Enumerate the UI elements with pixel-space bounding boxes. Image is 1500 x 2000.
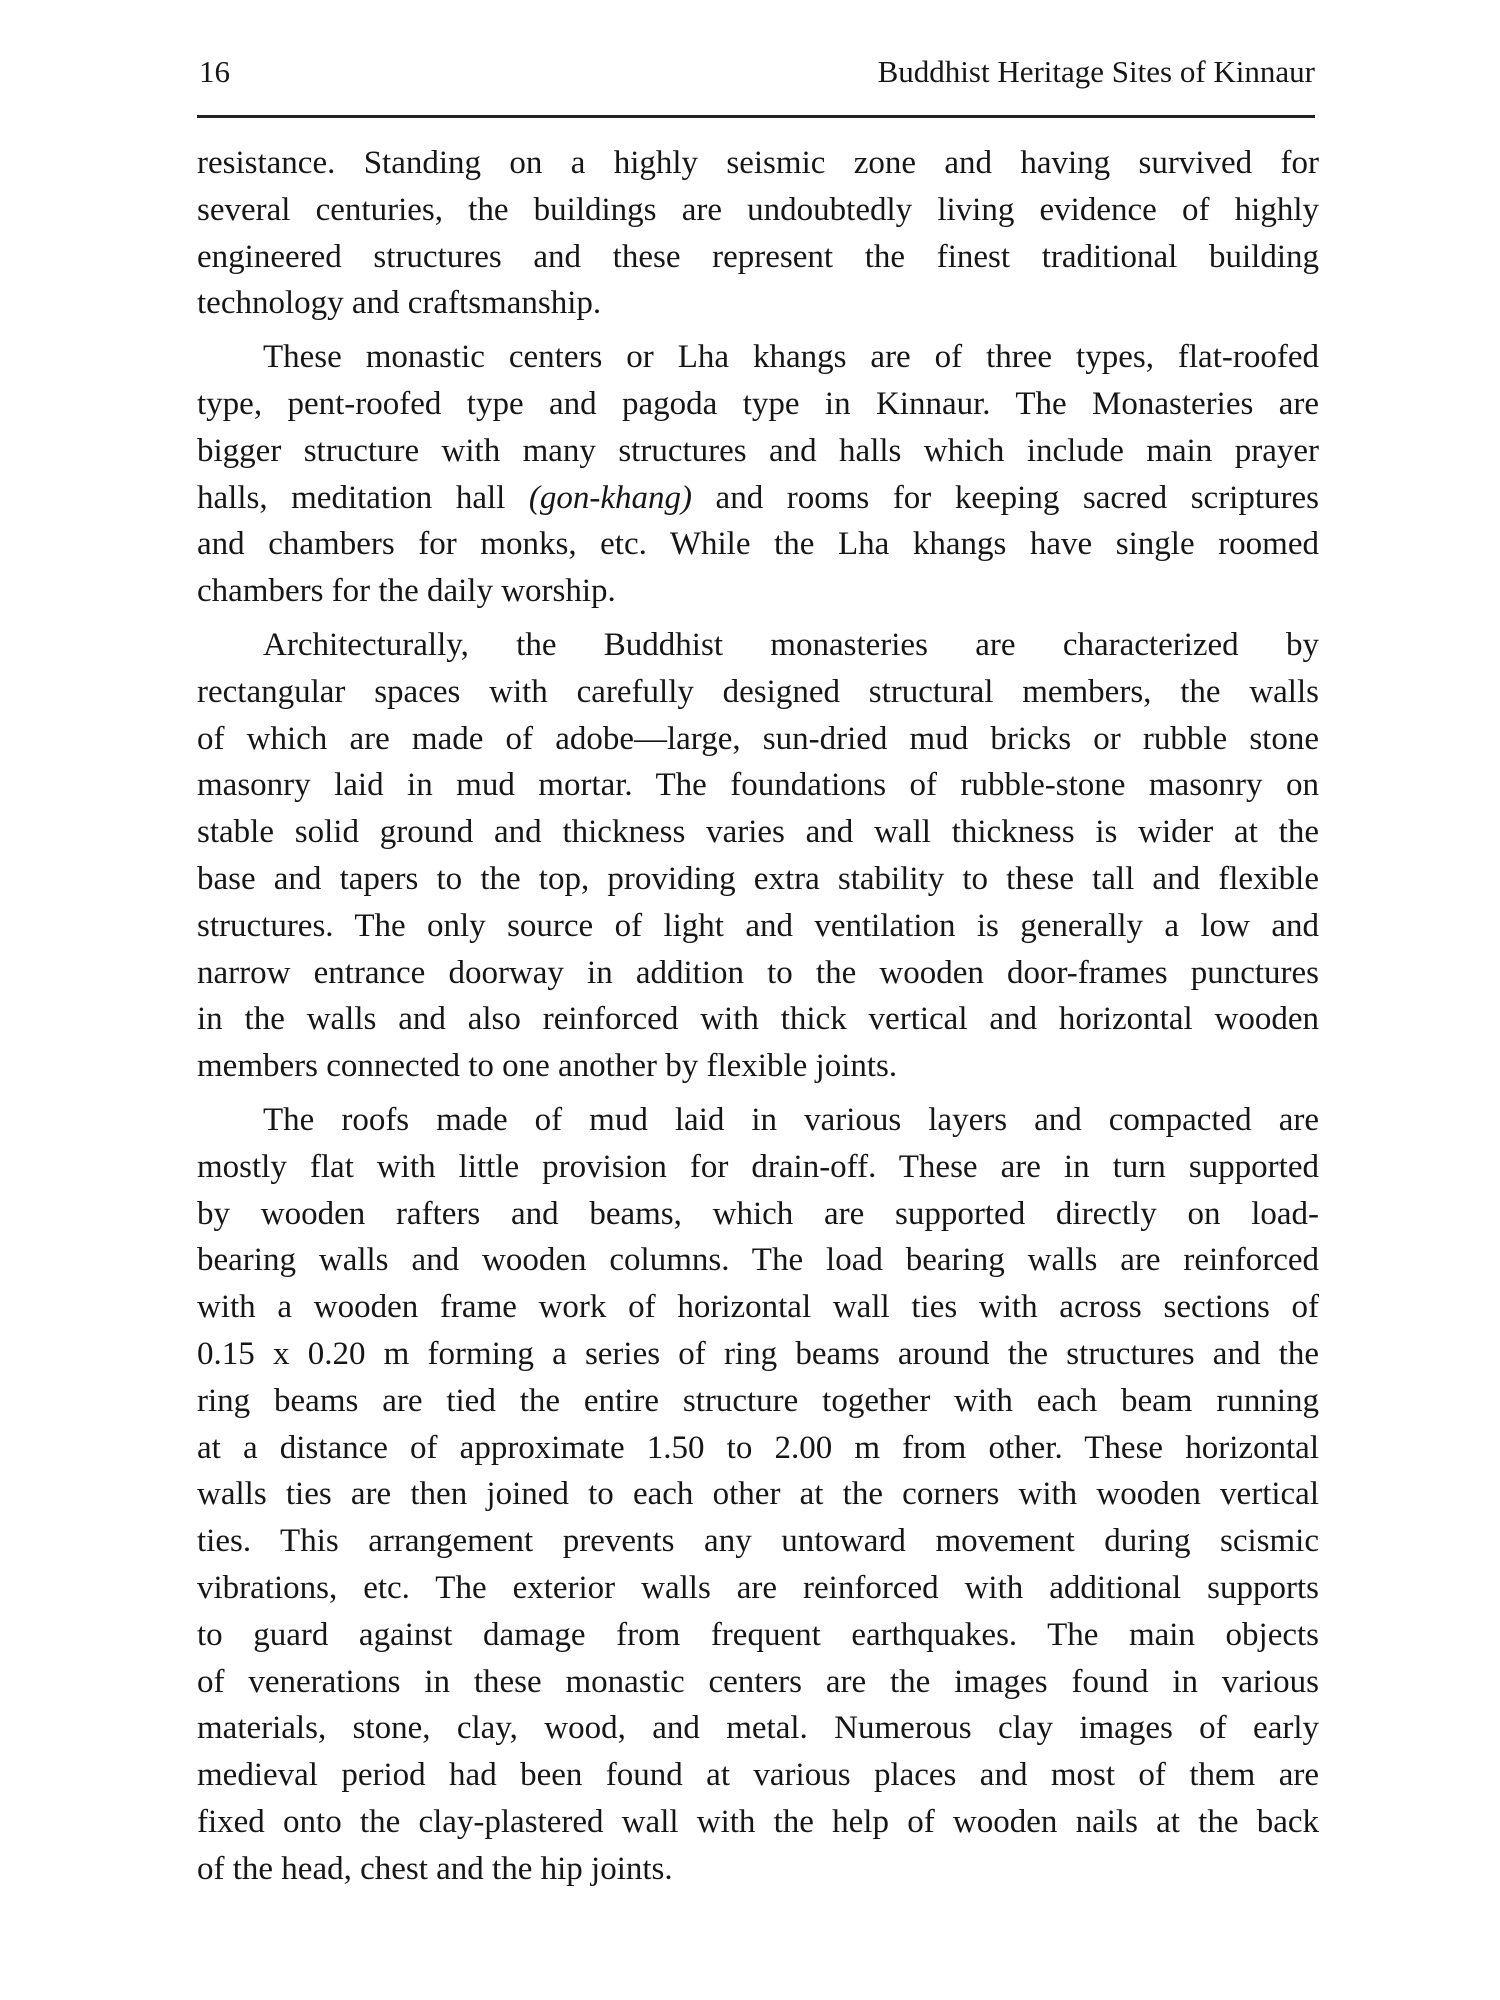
text-line: structures. The only source of light and ventilation is generally a low and — [197, 907, 1319, 944]
text-line: by wooden rafters and beams, which are supported directly on load- — [197, 1195, 1319, 1232]
header-rule-divider — [197, 115, 1315, 118]
paragraph-4 — [197, 1097, 1319, 1893]
text-fragment: and rooms for keeping sacred scriptures — [692, 479, 1319, 516]
text-line: resistance. Standing on a highly seismic zone and having survived for — [197, 145, 1319, 181]
running-head — [197, 52, 1315, 92]
text-fragment: halls, meditation hall — [197, 479, 529, 516]
text-line: in the walls and also reinforced with thick vertical and horizontal wooden — [197, 1001, 1319, 1038]
paragraph-3 — [197, 622, 1319, 1090]
text-line: members connected to one another by flexible joints. — [197, 1048, 898, 1085]
text-line: medieval period had been found at various places and most of them are — [197, 1757, 1319, 1794]
text-line: materials, stone, clay, wood, and metal. Numerous clay images of early — [197, 1710, 1319, 1747]
italic-term-gon-khang: (gon-khang) — [528, 479, 692, 516]
running-title: Buddhist Heritage Sites of Kinnaur — [877, 54, 1315, 89]
text-line: several centuries, the buildings are undoubtedly living evidence of highly — [197, 191, 1319, 228]
text-line: of venerations in these monastic centers are the images found in various — [197, 1663, 1319, 1700]
text-line-with-italic-term — [197, 475, 1319, 522]
page-number: 16 — [199, 54, 230, 89]
text-line: of the head, chest and the hip joints. — [197, 1850, 673, 1887]
text-line: bearing walls and wooden columns. The load bearing walls are reinforced — [197, 1242, 1319, 1279]
text-line: base and tapers to the top, providing extra stability to these tall and flexible — [197, 860, 1319, 897]
text-line: technology and craftsmanship. — [197, 285, 602, 322]
text-line: of which are made of adobe—large, sun-dried mud bricks or rubble stone — [197, 720, 1319, 757]
paragraph-1 — [197, 140, 1319, 327]
body-text — [197, 140, 1319, 1899]
paragraph-2 — [197, 334, 1319, 615]
text-line: rectangular spaces with carefully designed structural members, the walls — [197, 673, 1319, 710]
text-line: engineered structures and these represent the finest traditional building — [197, 238, 1319, 275]
text-line: and chambers for monks, etc. While the Lha khangs have single roomed — [197, 526, 1319, 563]
text-line: bigger structure with many structures and halls which include main prayer — [197, 432, 1319, 469]
text-line: ties. This arrangement prevents any untoward movement during scismic — [197, 1523, 1319, 1560]
text-line: chambers for the daily worship. — [197, 573, 616, 610]
text-line: 0.15 x 0.20 m forming a series of ring beams around the structures and the — [197, 1335, 1319, 1372]
text-line: fixed onto the clay-plastered wall with the help of wooden nails at the back — [197, 1803, 1319, 1840]
text-line: The roofs made of mud laid in various layers and compacted are — [263, 1101, 1319, 1138]
text-line: to guard against damage from frequent earthquakes. The main objects — [197, 1616, 1319, 1653]
text-line: Architecturally, the Buddhist monasteries are characterized by — [263, 626, 1319, 663]
text-line: narrow entrance doorway in addition to the wooden door-frames punctures — [197, 954, 1319, 991]
text-line: at a distance of approximate 1.50 to 2.00 m from other. These horizontal — [197, 1429, 1319, 1466]
text-line: ring beams are tied the entire structure together with each beam running — [197, 1382, 1319, 1419]
text-line: masonry laid in mud mortar. The foundations of rubble-stone masonry on — [197, 767, 1319, 804]
text-line: mostly flat with little provision for drain-off. These are in turn supported — [197, 1148, 1319, 1185]
text-line: type, pent-roofed type and pagoda type in Kinnaur. The Monasteries are — [197, 385, 1319, 422]
text-line: walls ties are then joined to each other at the corners with wooden vertical — [197, 1476, 1319, 1513]
text-line: vibrations, etc. The exterior walls are reinforced with additional supports — [197, 1569, 1319, 1606]
text-line: stable solid ground and thickness varies and wall thickness is wider at the — [197, 814, 1319, 851]
text-line: with a wooden frame work of horizontal wall ties with across sections of — [197, 1289, 1319, 1326]
text-line: These monastic centers or Lha khangs are of three types, flat-roofed — [263, 339, 1319, 376]
